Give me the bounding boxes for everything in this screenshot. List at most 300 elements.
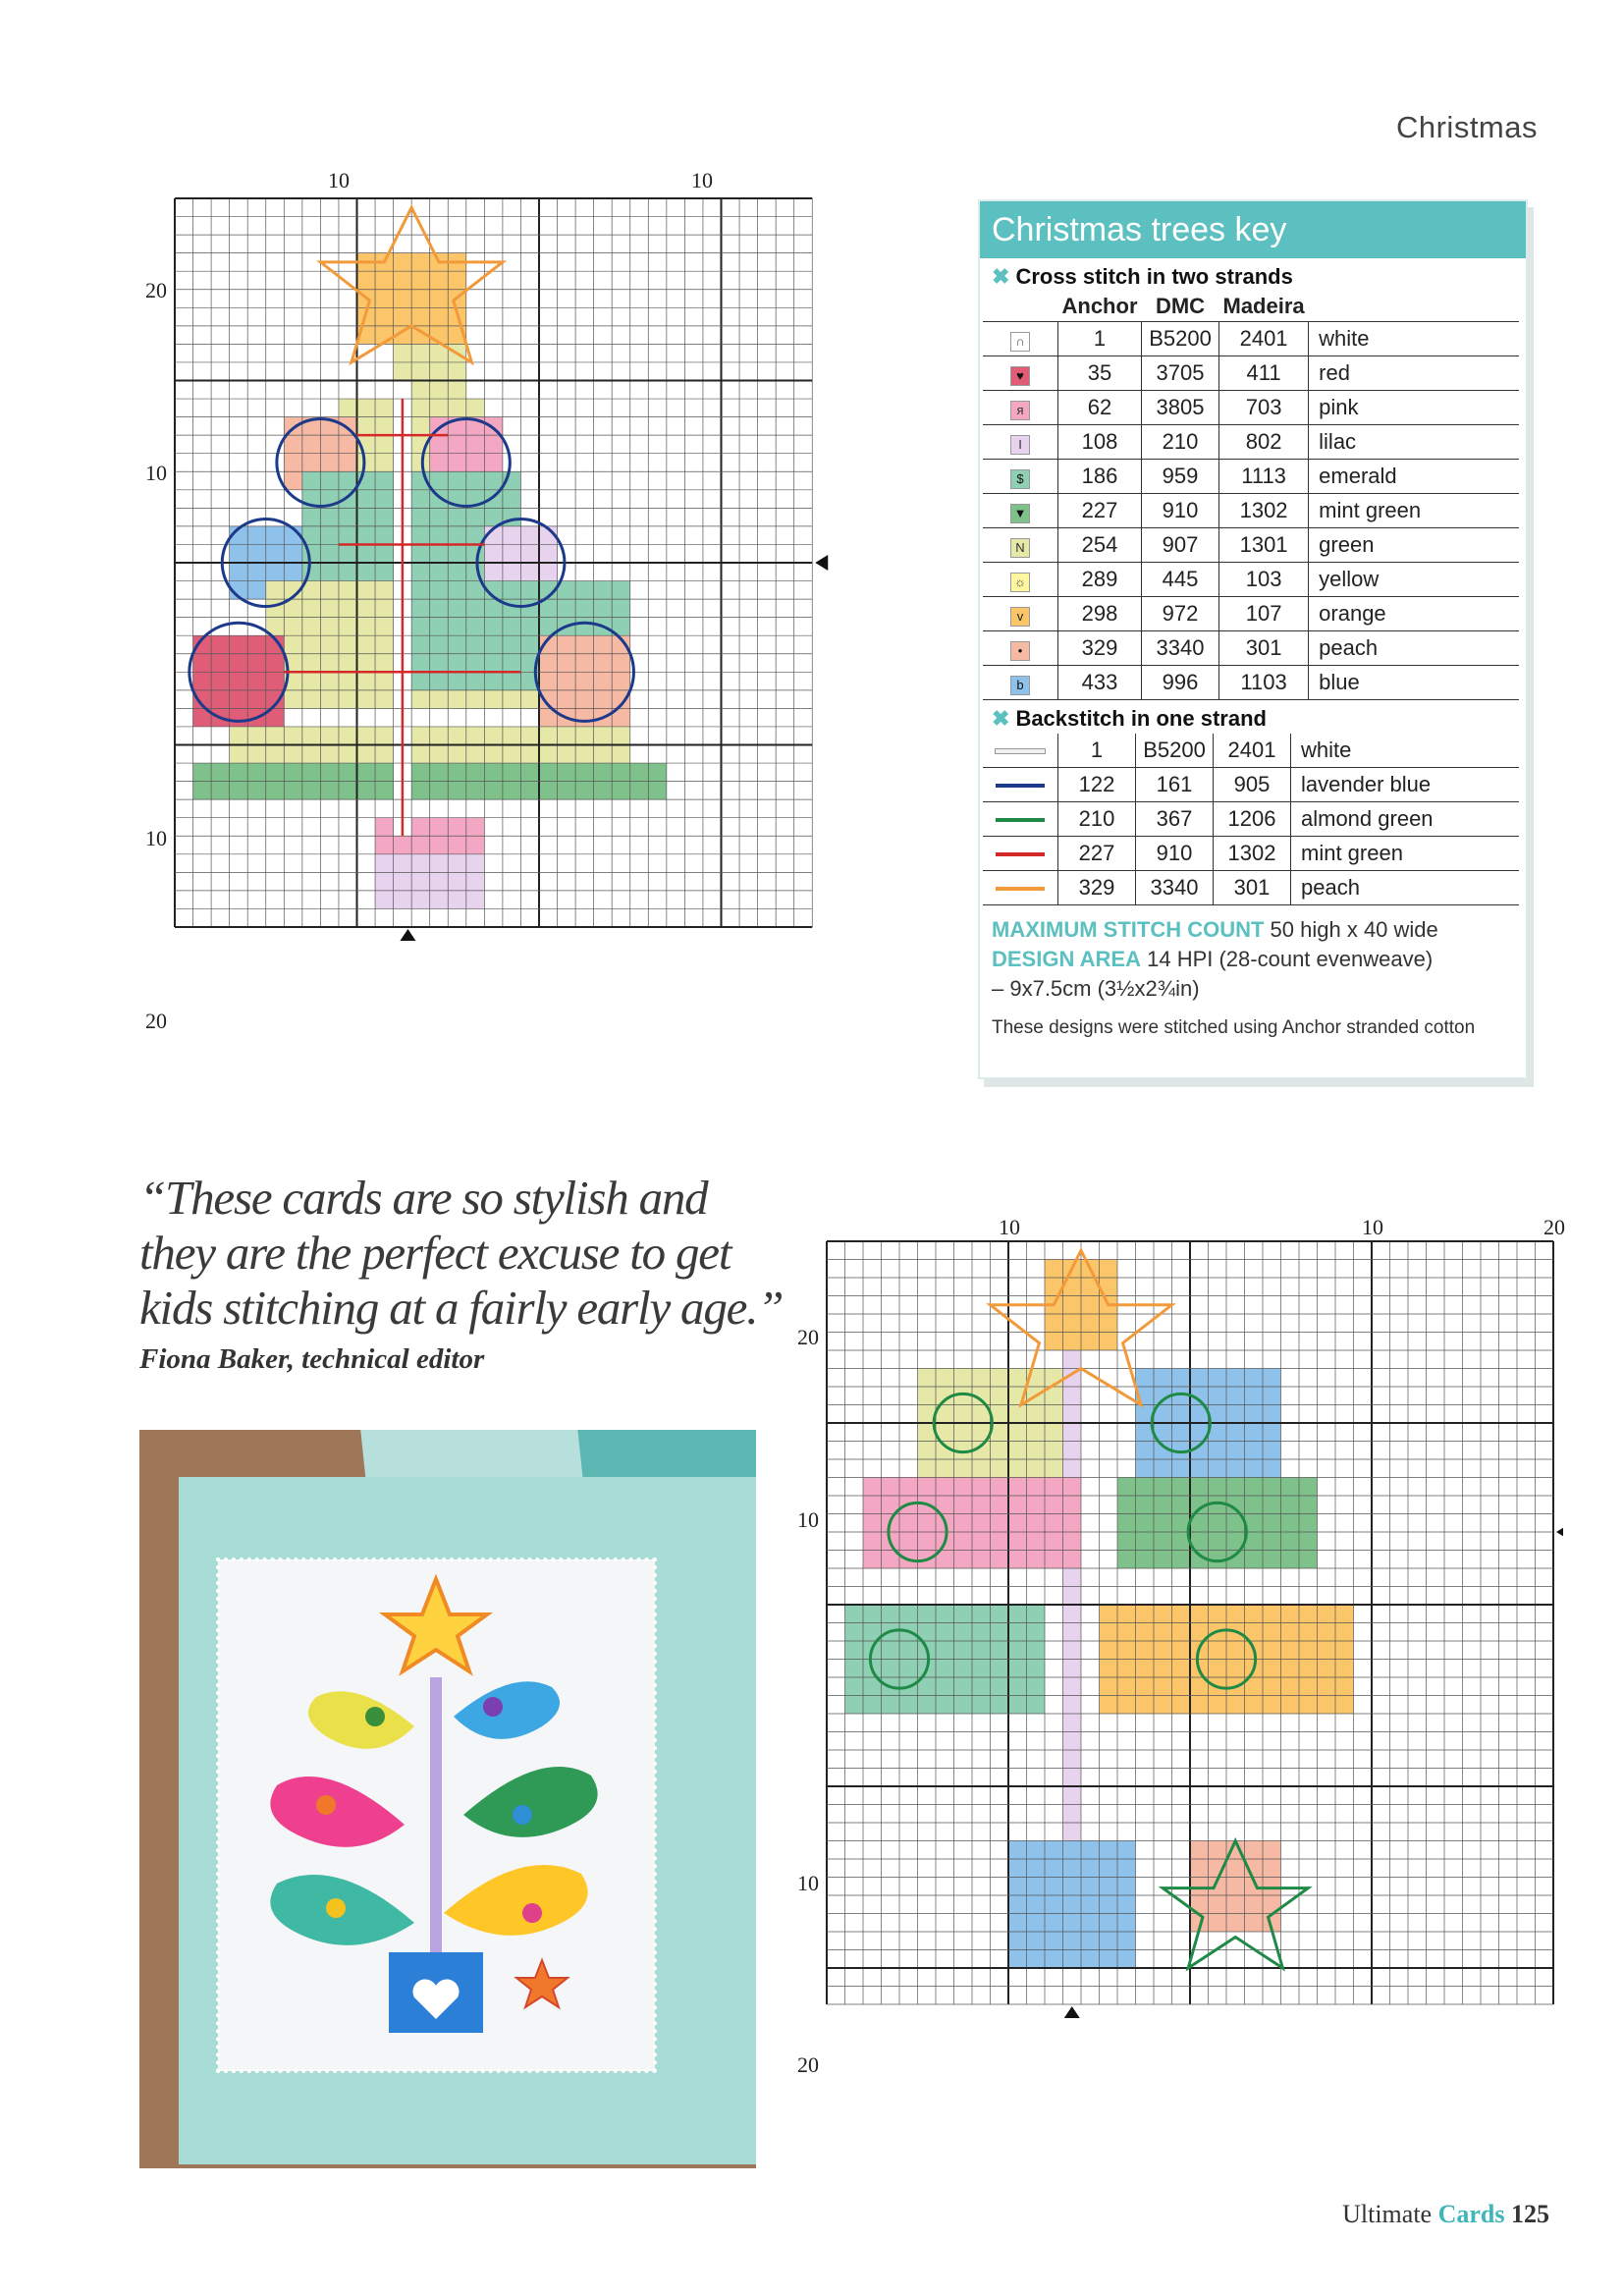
- stitch-cell: [575, 727, 594, 745]
- stitch-cell: [520, 526, 539, 545]
- stitch-cell: [1335, 1696, 1354, 1715]
- stitch-cell: [302, 654, 321, 673]
- stitch-cell: [411, 307, 430, 326]
- stitch-cell: [594, 727, 613, 745]
- chart-2-top-label: 20: [1543, 1215, 1565, 1239]
- stitch-cell: [1136, 1496, 1155, 1514]
- stitch-cell: [1136, 1677, 1155, 1696]
- stitch-cell: [575, 763, 594, 782]
- madeira-cell: 703: [1219, 391, 1309, 425]
- stitch-cell: [1027, 1859, 1046, 1878]
- design-label: DESIGN AREA: [992, 947, 1141, 971]
- stitch-cell: [1027, 1932, 1046, 1950]
- chart-2: [825, 1239, 1563, 2172]
- stitch-cell: [375, 745, 394, 764]
- stitch-cell: [1136, 1532, 1155, 1551]
- stitch-cell: [1117, 1859, 1136, 1878]
- stitch-cell: [1063, 1514, 1082, 1533]
- stitch-cell: [448, 271, 466, 290]
- key-row: [983, 563, 1519, 597]
- stitch-cell: [466, 563, 485, 581]
- key-row: [983, 837, 1519, 871]
- anchor-cell: 329: [1058, 631, 1142, 666]
- stitch-cell: [339, 599, 357, 618]
- stitch-cell: [193, 782, 212, 800]
- stitch-cell: [448, 727, 466, 745]
- stitch-cell: [503, 526, 521, 545]
- stitch-cell: [448, 454, 466, 472]
- stitch-cell: [1117, 1660, 1136, 1678]
- stitch-cell: [1209, 1514, 1227, 1533]
- stitch-cell: [1136, 1459, 1155, 1478]
- stitch-cell: [1063, 1387, 1082, 1405]
- stitch-cell: [1335, 1660, 1354, 1678]
- stitch-cell: [972, 1623, 991, 1642]
- stitch-cell: [1117, 1478, 1136, 1497]
- stitch-cell: [448, 635, 466, 654]
- stitch-cell: [1335, 1677, 1354, 1696]
- stitch-cell: [375, 690, 394, 709]
- stitch-cell: [1045, 1260, 1063, 1279]
- stitch-cell: [1190, 1696, 1209, 1715]
- stitch-cell: [1100, 1605, 1118, 1623]
- stitch-cell: [1263, 1878, 1281, 1896]
- stitch-cell: [1318, 1677, 1336, 1696]
- stitch-cell: [357, 618, 376, 636]
- color-name-cell: mint green: [1291, 837, 1520, 871]
- stitch-cell: [539, 745, 558, 764]
- color-name-cell: lavender blue: [1291, 768, 1520, 802]
- stitch-cell: [448, 836, 466, 854]
- stitch-cell: [1226, 1459, 1245, 1478]
- stitch-cell: [539, 654, 558, 673]
- stitch-cell: [1299, 1478, 1318, 1497]
- dmc-cell: B5200: [1136, 734, 1214, 768]
- stitch-cell: [266, 727, 285, 745]
- stitch-cell: [1190, 1478, 1209, 1497]
- stitch-cell: [1063, 1878, 1082, 1896]
- stitch-cell: [918, 1442, 937, 1460]
- stitch-cell: [1045, 1478, 1063, 1497]
- stitch-cell: [520, 563, 539, 581]
- stitch-cell: [266, 672, 285, 690]
- stitch-cell: [612, 727, 630, 745]
- stitch-cell: [375, 417, 394, 436]
- stitch-cell: [575, 690, 594, 709]
- stitch-cell: [648, 763, 667, 782]
- stitch-cell: [339, 544, 357, 563]
- symbol-cell: [983, 322, 1058, 356]
- stitch-cell: [1299, 1532, 1318, 1551]
- stitch-cell: [575, 618, 594, 636]
- stitch-cell: [882, 1478, 900, 1497]
- stitch-cell: [503, 727, 521, 745]
- stitch-cell: [1226, 1914, 1245, 1933]
- stitch-cell: [1008, 1623, 1027, 1642]
- stitch-cell: [1299, 1496, 1318, 1514]
- stitch-cell: [302, 745, 321, 764]
- stitch-cell: [1063, 1333, 1082, 1351]
- stitch-cell: [247, 672, 266, 690]
- symbol-cell: [983, 871, 1058, 905]
- stitch-cell: [430, 690, 449, 709]
- stitch-cell: [1008, 1514, 1027, 1533]
- stitch-symbol: b: [1010, 676, 1030, 695]
- stitch-cell: [302, 782, 321, 800]
- stitch-cell: [394, 344, 412, 362]
- key-footer: [980, 905, 1526, 1043]
- stitch-cell: [594, 745, 613, 764]
- stitch-cell: [193, 672, 212, 690]
- stitch-cell: [320, 471, 339, 490]
- stitch-cell: [357, 782, 376, 800]
- stitch-cell: [357, 745, 376, 764]
- stitch-cell: [1063, 1769, 1082, 1787]
- stitch-cell: [1008, 1696, 1027, 1715]
- stitch-cell: [1027, 1641, 1046, 1660]
- stitch-cell: [320, 508, 339, 526]
- key-row: [983, 425, 1519, 460]
- stitch-cell: [284, 471, 302, 490]
- symbol-cell: [983, 802, 1058, 837]
- stitch-cell: [448, 672, 466, 690]
- stitch-cell: [339, 508, 357, 526]
- dmc-cell: 972: [1142, 597, 1219, 631]
- stitch-cell: [1335, 1641, 1354, 1660]
- cross-icon: ✖: [992, 264, 1010, 289]
- stitch-cell: [1008, 1496, 1027, 1514]
- stitch-cell: [1063, 1478, 1082, 1497]
- section-title: Christmas: [1395, 110, 1538, 144]
- stitch-cell: [1245, 1478, 1264, 1497]
- stitch-symbol: ▼: [1010, 504, 1030, 523]
- stitch-cell: [1245, 1387, 1264, 1405]
- stitch-cell: [247, 581, 266, 600]
- madeira-cell: 1113: [1219, 460, 1309, 494]
- stitch-cell: [448, 854, 466, 873]
- stitch-cell: [411, 872, 430, 891]
- stitch-cell: [357, 635, 376, 654]
- dmc-cell: 907: [1142, 528, 1219, 563]
- stitch-cell: [484, 782, 503, 800]
- stitch-cell: [899, 1532, 918, 1551]
- stitch-cell: [503, 690, 521, 709]
- stitch-cell: [1136, 1551, 1155, 1569]
- backstitch-line: [996, 818, 1045, 822]
- page-footer: [1342, 2200, 1549, 2229]
- stitch-cell: [339, 526, 357, 545]
- stitch-cell: [466, 599, 485, 618]
- stitch-cell: [1263, 1551, 1281, 1569]
- stitch-cell: [430, 563, 449, 581]
- stitch-cell: [466, 508, 485, 526]
- key-panel: [978, 199, 1528, 1079]
- stitch-cell: [320, 635, 339, 654]
- stitch-cell: [1063, 1823, 1082, 1841]
- cross-icon: ✖: [992, 706, 1010, 731]
- stitch-cell: [1154, 1605, 1172, 1623]
- stitch-cell: [411, 854, 430, 873]
- stitch-cell: [1172, 1623, 1191, 1642]
- stitch-cell: [594, 654, 613, 673]
- symbol-cell: [983, 528, 1058, 563]
- stitch-cell: [1063, 1660, 1082, 1678]
- stitch-cell: [357, 490, 376, 509]
- stitch-cell: [558, 745, 576, 764]
- stitch-cell: [1299, 1551, 1318, 1569]
- stitch-cell: [230, 654, 248, 673]
- color-name-cell: peach: [1291, 871, 1520, 905]
- stitch-cell: [918, 1387, 937, 1405]
- stitch-cell: [1209, 1442, 1227, 1460]
- stitch-cell: [448, 818, 466, 837]
- stitch-cell: [1100, 1641, 1118, 1660]
- stitch-cell: [936, 1478, 954, 1497]
- stitch-cell: [411, 690, 430, 709]
- stitch-cell: [1154, 1696, 1172, 1715]
- stitch-cell: [1318, 1660, 1336, 1678]
- stitch-cell: [1063, 1932, 1082, 1950]
- stitch-cell: [339, 654, 357, 673]
- madeira-cell: 2401: [1219, 322, 1309, 356]
- stitch-cell: [411, 635, 430, 654]
- stitch-cell: [302, 672, 321, 690]
- stitch-cell: [520, 635, 539, 654]
- stitch-cell: [594, 635, 613, 654]
- stitch-cell: [954, 1641, 973, 1660]
- stitch-cell: [1263, 1405, 1281, 1424]
- col-madeira: Madeira: [1219, 292, 1309, 322]
- stitch-cell: [1281, 1641, 1300, 1660]
- stitch-cell: [1008, 1641, 1027, 1660]
- stitch-cell: [302, 727, 321, 745]
- stitch-cell: [1027, 1442, 1046, 1460]
- stitch-cell: [1027, 1605, 1046, 1623]
- stitch-cell: [430, 471, 449, 490]
- stitch-cell: [1008, 1878, 1027, 1896]
- stitch-cell: [1281, 1605, 1300, 1623]
- stitch-cell: [1136, 1605, 1155, 1623]
- stitch-cell: [1117, 1895, 1136, 1914]
- chart-1-side-label: 10: [145, 461, 167, 485]
- cross-table: [983, 292, 1519, 700]
- stitch-cell: [1226, 1605, 1245, 1623]
- stitch-cell: [1008, 1660, 1027, 1678]
- stitch-cell: [1081, 1841, 1100, 1860]
- stitch-cell: [339, 763, 357, 782]
- stitch-cell: [247, 654, 266, 673]
- stitch-cell: [448, 872, 466, 891]
- stitch-cell: [1100, 1878, 1118, 1896]
- stitch-cell: [1063, 1623, 1082, 1642]
- stitch-cell: [284, 690, 302, 709]
- stitch-cell: [991, 1478, 1009, 1497]
- stitch-cell: [845, 1605, 864, 1623]
- stitch-cell: [863, 1551, 882, 1569]
- stitch-cell: [466, 745, 485, 764]
- madeira-cell: 107: [1219, 597, 1309, 631]
- design-value-2: – 9x7.5cm (3½x2¾in): [992, 976, 1200, 1001]
- stitch-cell: [936, 1369, 954, 1388]
- stitch-symbol: $: [1010, 469, 1030, 489]
- stitch-cell: [539, 782, 558, 800]
- stitch-cell: [230, 782, 248, 800]
- chart-1-grid: [173, 196, 874, 1129]
- stitch-cell: [466, 471, 485, 490]
- stitch-cell: [520, 581, 539, 600]
- stitch-cell: [430, 544, 449, 563]
- stitch-cell: [918, 1478, 937, 1497]
- stitch-cell: [411, 253, 430, 272]
- stitch-cell: [594, 599, 613, 618]
- stitch-cell: [1226, 1878, 1245, 1896]
- stitch-cell: [1335, 1605, 1354, 1623]
- backstitch-line: [996, 852, 1045, 856]
- stitch-cell: [411, 836, 430, 854]
- stitch-cell: [320, 727, 339, 745]
- chart-2-side-label: 10: [797, 1507, 819, 1532]
- stitch-cell: [594, 672, 613, 690]
- stitch-cell: [1154, 1641, 1172, 1660]
- stitch-cell: [394, 271, 412, 290]
- stitch-cell: [612, 745, 630, 764]
- stitch-cell: [284, 635, 302, 654]
- stitch-cell: [520, 544, 539, 563]
- stitch-symbol: •: [1010, 641, 1030, 661]
- stitch-cell: [918, 1514, 937, 1533]
- stitch-cell: [1117, 1878, 1136, 1896]
- stitch-cell: [339, 727, 357, 745]
- stitch-cell: [1117, 1496, 1136, 1514]
- stitch-cell: [375, 872, 394, 891]
- stitch-cell: [1263, 1387, 1281, 1405]
- stitch-cell: [1081, 1932, 1100, 1950]
- stitch-cell: [230, 690, 248, 709]
- stitch-cell: [448, 599, 466, 618]
- stitch-cell: [1008, 1859, 1027, 1878]
- stitch-cell: [1008, 1932, 1027, 1950]
- stitch-cell: [972, 1478, 991, 1497]
- stitch-cell: [448, 544, 466, 563]
- stitch-symbol: ∩: [1010, 332, 1030, 352]
- stitch-cell: [193, 654, 212, 673]
- stitch-cell: [558, 654, 576, 673]
- stitch-cell: [1190, 1369, 1209, 1388]
- stitch-cell: [972, 1459, 991, 1478]
- dmc-cell: 3340: [1142, 631, 1219, 666]
- stitch-cell: [1172, 1459, 1191, 1478]
- stitch-cell: [466, 544, 485, 563]
- anchor-cell: 108: [1058, 425, 1142, 460]
- stitch-cell: [1117, 1514, 1136, 1533]
- stitch-cell: [520, 782, 539, 800]
- stitch-cell: [1281, 1496, 1300, 1514]
- max-value: 50 high x 40 wide: [1270, 917, 1438, 942]
- stitch-cell: [302, 471, 321, 490]
- stitch-cell: [284, 763, 302, 782]
- anchor-cell: 35: [1058, 356, 1142, 391]
- stitch-cell: [503, 508, 521, 526]
- stitch-cell: [1008, 1478, 1027, 1497]
- stitch-cell: [1117, 1641, 1136, 1660]
- footer-brand: Cards: [1437, 2200, 1505, 2228]
- stitch-cell: [448, 362, 466, 381]
- stitch-cell: [1263, 1442, 1281, 1460]
- stitch-cell: [394, 253, 412, 272]
- stitch-cell: [1172, 1478, 1191, 1497]
- stitch-cell: [211, 654, 230, 673]
- stitch-cell: [411, 782, 430, 800]
- stitch-cell: [1299, 1641, 1318, 1660]
- stitch-cell: [1226, 1478, 1245, 1497]
- stitch-cell: [320, 435, 339, 454]
- stitch-cell: [1172, 1369, 1191, 1388]
- symbol-cell: [983, 734, 1058, 768]
- center-arrow-right: [815, 555, 828, 571]
- key-row: [983, 802, 1519, 837]
- stitch-cell: [430, 362, 449, 381]
- stitch-cell: [1027, 1623, 1046, 1642]
- stitch-cell: [411, 417, 430, 436]
- quote-attribution: Fiona Baker, technical editor: [139, 1343, 485, 1375]
- stitch-cell: [918, 1459, 937, 1478]
- stitch-cell: [247, 526, 266, 545]
- chart-2-grid: [825, 1239, 1563, 2172]
- stitch-cell: [466, 763, 485, 782]
- chart-1: [173, 196, 874, 1129]
- stitch-cell: [1063, 1732, 1082, 1751]
- stitch-cell: [1263, 1478, 1281, 1497]
- stitch-cell: [211, 635, 230, 654]
- madeira-cell: 1103: [1219, 666, 1309, 700]
- stitch-cell: [1209, 1641, 1227, 1660]
- stitch-cell: [1117, 1677, 1136, 1696]
- stitch-cell: [1063, 1786, 1082, 1805]
- stitch-cell: [411, 654, 430, 673]
- stitch-cell: [954, 1660, 973, 1678]
- stitch-cell: [448, 471, 466, 490]
- stitch-cell: [1263, 1605, 1281, 1623]
- color-name-cell: blue: [1309, 666, 1519, 700]
- stitch-cell: [503, 599, 521, 618]
- stitch-cell: [284, 727, 302, 745]
- stitch-cell: [211, 672, 230, 690]
- stitch-cell: [1226, 1369, 1245, 1388]
- stitch-cell: [1136, 1660, 1155, 1678]
- stitch-cell: [1045, 1895, 1063, 1914]
- stitch-cell: [1154, 1660, 1172, 1678]
- stitch-cell: [1209, 1605, 1227, 1623]
- stitch-cell: [1245, 1551, 1264, 1569]
- stitch-symbol: я: [1010, 401, 1030, 420]
- stitch-cell: [1154, 1551, 1172, 1569]
- stitch-cell: [411, 672, 430, 690]
- stitch-cell: [575, 581, 594, 600]
- stitch-cell: [1245, 1914, 1264, 1933]
- stitch-cell: [1027, 1459, 1046, 1478]
- stitch-cell: [411, 618, 430, 636]
- stitch-cell: [539, 672, 558, 690]
- stitch-cell: [284, 563, 302, 581]
- stitch-cell: [863, 1496, 882, 1514]
- stitch-cell: [1209, 1369, 1227, 1388]
- stitch-cell: [1209, 1387, 1227, 1405]
- stitch-cell: [918, 1532, 937, 1551]
- stitch-cell: [539, 727, 558, 745]
- stitch-cell: [411, 526, 430, 545]
- stitch-cell: [1008, 1677, 1027, 1696]
- stitch-cell: [1172, 1405, 1191, 1424]
